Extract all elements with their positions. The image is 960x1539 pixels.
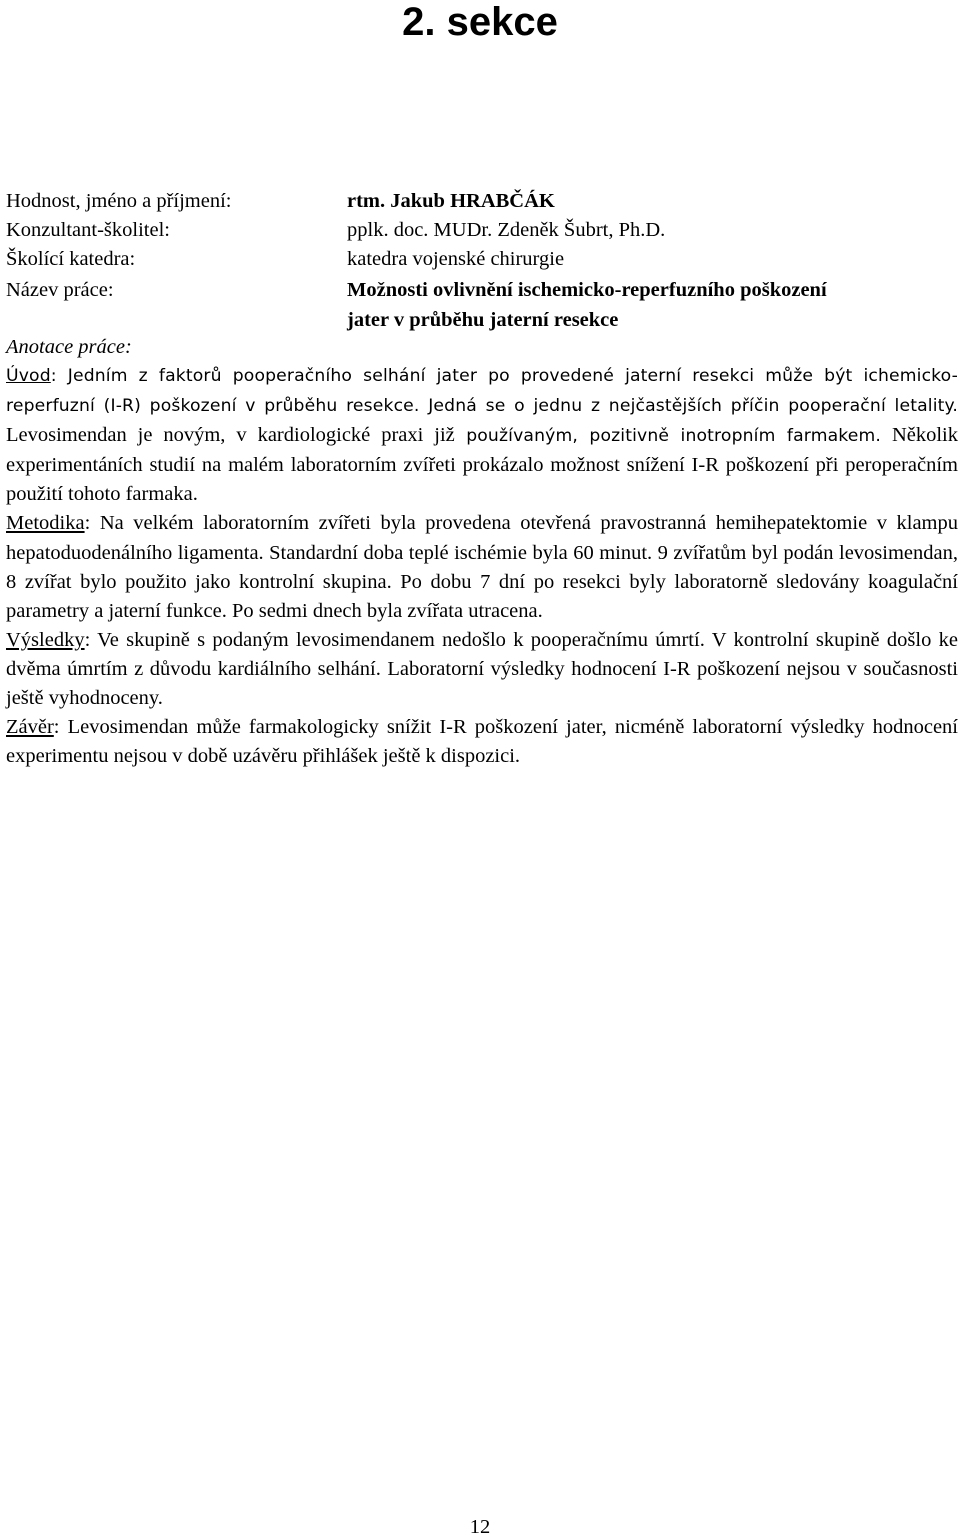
annotation-label: Anotace práce: <box>6 336 132 358</box>
department-value: katedra vojenské chirurgie <box>347 248 565 270</box>
rank-label: Hodnost, jméno a příjmení: <box>6 190 232 212</box>
intro-heading: Úvod <box>6 366 51 386</box>
abstract-conclusion <box>6 713 958 771</box>
page-number: 12 <box>469 1516 491 1538</box>
thesis-title-label: Název práce: <box>6 279 114 301</box>
abstract-results <box>6 626 958 713</box>
abstract-methods <box>6 509 958 625</box>
results-heading: Výsledky <box>6 628 85 651</box>
abstract <box>6 361 958 771</box>
intro-text-sans: : Jedním z faktorů pooperačního selhání jater po provedené jaterní resekci může být ichemicko-reperfuzní (I-R) poškození v průběhu resekce. Jedná se o jednu z nejčastějších příčin pooperační letality. <box>6 366 958 417</box>
abstract-intro <box>6 361 958 509</box>
conclusion-text: : Levosimendan může farmakologicky snížit I-R poškození jater, nicméně laboratorní výsledky hodnocení experimentu nejsou v době uzávěru přihlášek ještě k dispozici. <box>6 716 958 768</box>
intro-text-sans-2: používaným, pozitivně inotropním farmakem. <box>454 426 882 447</box>
methods-heading: Metodika <box>6 512 85 535</box>
department-label: Školící katedra: <box>6 248 136 270</box>
thesis-title-line-1: Možnosti ovlivnění ischemicko-reperfuzního poškození <box>347 279 827 301</box>
intro-text-serif: Levosimendan je novým, v kardiologické praxi již <box>6 424 455 447</box>
thesis-title-line-2: jater v průběhu jaterní resekce <box>347 309 619 331</box>
consultant-label: Konzultant-školitel: <box>6 219 170 241</box>
conclusion-heading: Závěr <box>6 716 54 739</box>
section-title: 2. sekce <box>402 0 558 44</box>
rank-value: rtm. Jakub HRABČÁK <box>347 190 555 212</box>
results-text: : Ve skupině s podaným levosimendanem nedošlo k pooperačnímu úmrtí. V kontrolní skupině došlo ke dvěma úmrtím z důvodu kardiálního selhání. Laboratorní výsledky hodnocení I-R poškození nejsou v současnosti ještě vyhodnoceny. <box>6 628 958 710</box>
consultant-value: pplk. doc. MUDr. Zdeněk Šubrt, Ph.D. <box>347 219 666 241</box>
methods-text: : Na velkém laboratorním zvířeti byla provedena otevřená pravostranná hemihepatektomie v klampu hepatoduodenálního ligamenta. Standardní doba teplé ischémie byla 60 minut. 9 zvířatům byl podán levosimendan, 8 zvířat bylo použito jako kontrolní skupina. Po dobu 7 dní po resekci byly laboratorně sledovány koagulační parametry a jaterní funkce. Po sedmi dnech byla zvířata utracena. <box>6 512 958 622</box>
intro-text-serif-2: Několik experimentáních studií na malém laboratorním zvířeti prokázalo možnost snížení I-R poškození při peroperačním použití tohoto farmaka. <box>6 424 959 506</box>
